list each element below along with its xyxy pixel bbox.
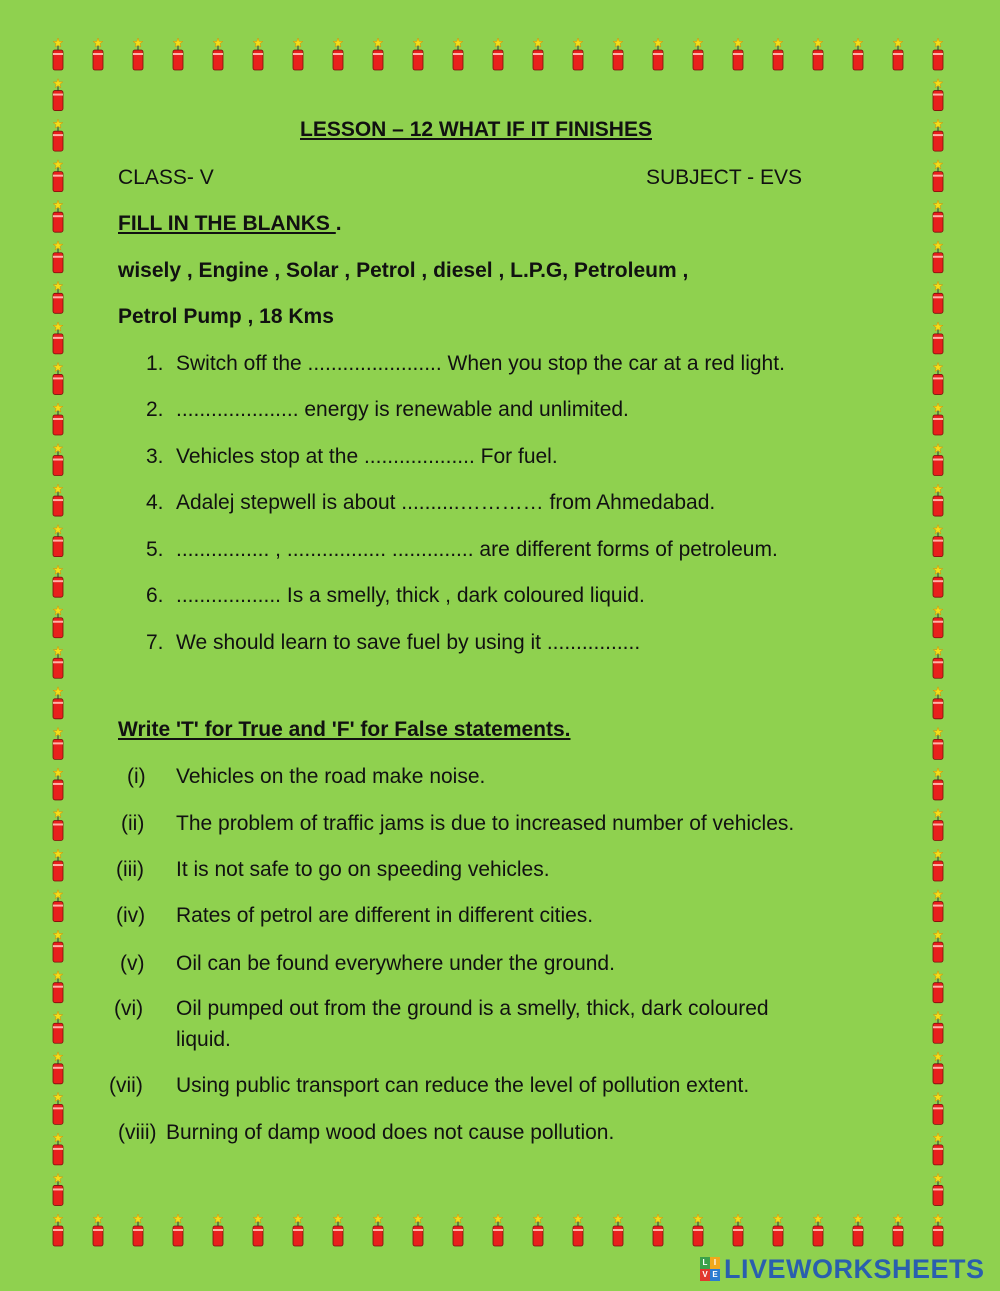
page-title: LESSON – 12 WHAT IF IT FINISHES: [300, 118, 652, 141]
logo-text: LIVEWORKSHEETS: [724, 1253, 985, 1284]
word-bank-line-2: Petrol Pump , 18 Kms: [118, 305, 334, 328]
liveworksheets-logo: [700, 1254, 985, 1284]
fill-blanks-heading: FILL IN THE BLANKS .: [118, 212, 342, 235]
logo-squares: L I V E: [700, 1257, 720, 1281]
true-false-heading: Write 'T' for True and 'F' for False statements.: [118, 718, 571, 741]
word-bank-line-1: wisely , Engine , Solar , Petrol , diesel , L.P.G, Petroleum ,: [118, 259, 689, 282]
subject-label: SUBJECT - EVS: [646, 166, 802, 189]
class-label: CLASS- V: [118, 166, 214, 189]
worksheet-page: LESSON – 12 WHAT IF IT FINISHES CLASS- V SUBJECT - EVS FILL IN THE BLANKS . wisely , Engine , Solar , Petrol , diesel , L.P.G, Petroleum , Petrol Pump , 18 Kms 1. Switch off the ....................... When you stop the car at a red light. 2. ..................... energy is renewable and unlimited. 3. Vehicles stop at the ................... For fuel. 4. Adalej stepwell is about ..........………… from Ahmedabad. 5. ................ , ................. .............. are different forms of petroleum. 6. .................. Is a smelly, thick , dark coloured liquid. 7. We should learn to save fuel by using it ................ Write 'T' for True and 'F' for False statements. (i) Vehicles on the road make noise. (ii) The problem of traffic jams is due to increased number of vehicles. (iii) It is not safe to go on speeding vehicles. (iv) Rates of petrol are different in different cities. (v) Oil can be found everywhere under the ground. (vi) Oil pumped out from the ground is a smelly, thick, dark coloured liquid. (vii) Using public transport can reduce the level of pollution extent. (viii) Burning of damp wood does not cause pollution. L I V E LIVEWORKSHEETS: [109, 118, 985, 1284]
